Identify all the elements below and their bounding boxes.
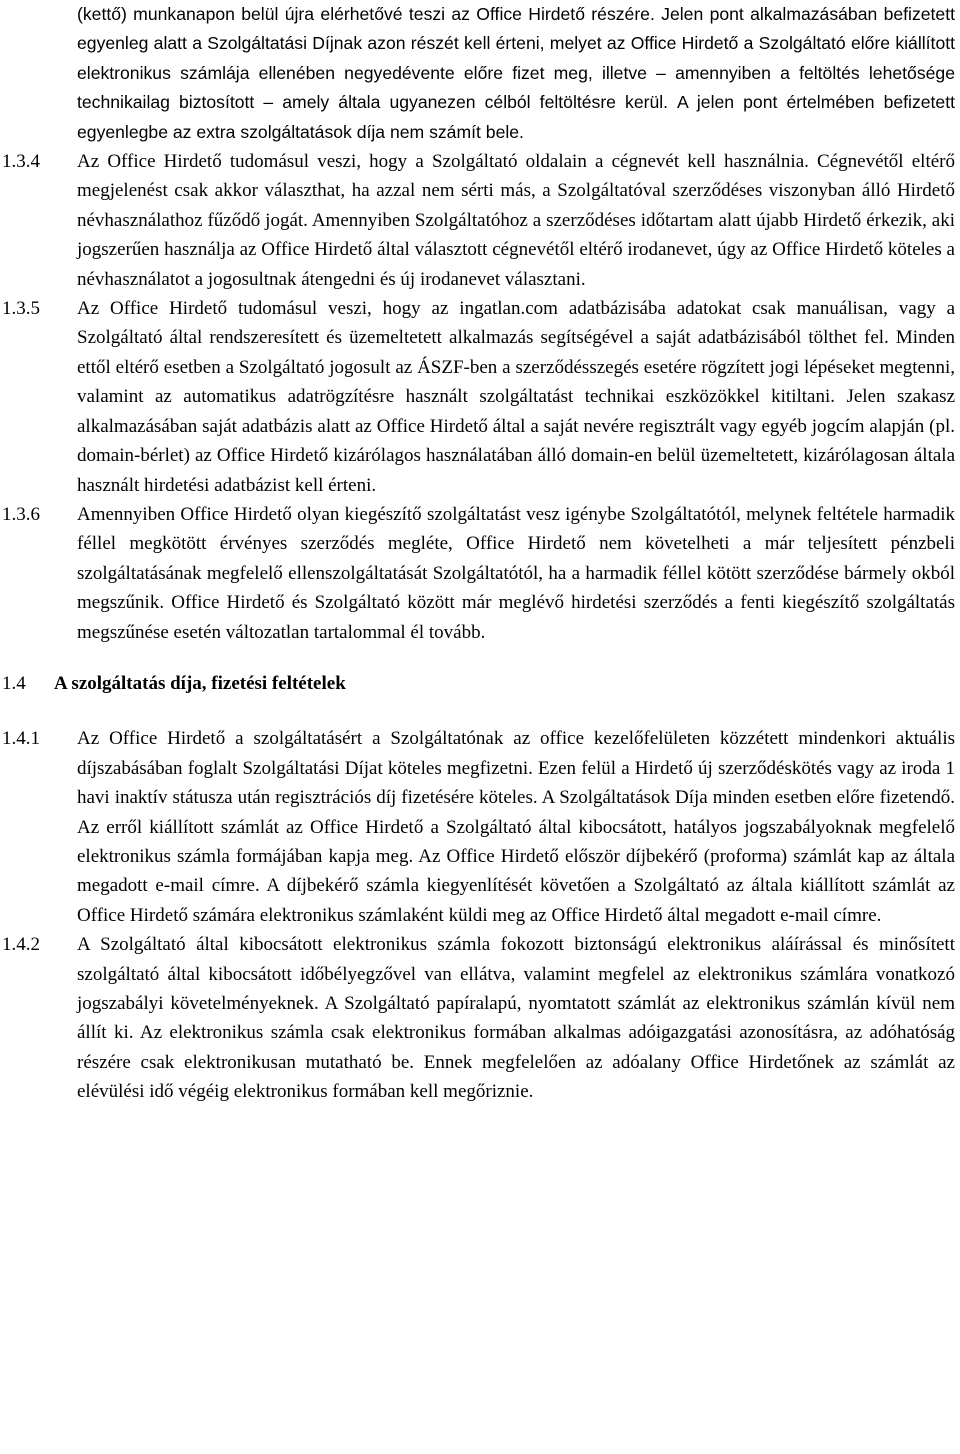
paragraph-number: 1.4.2 (2, 934, 40, 956)
paragraph-text: A díjbekérő számla kiegyenlítését követően a Szolgáltató az általa kiállított számlát az Office Hirdető számára elektronikus számlaként küldi meg az Office Hirdető által megadott e-mail címre. (77, 875, 955, 926)
paragraph-continuation (0, 0, 960, 147)
paragraph-1-3-5 (0, 294, 960, 500)
paragraph-text: A Szolgáltató papíralapú, nyomtatott számlát az elektronikus számlán kívül nem állít ki. (77, 993, 955, 1044)
paragraph-1-3-6 (0, 500, 960, 647)
paragraph-1-4-1 (0, 724, 960, 930)
paragraph-text: A Szolgáltatások Díja minden esetben előre fizetendő. (541, 787, 956, 809)
section-heading-1-4 (0, 669, 960, 698)
paragraph-number: 1.4.1 (2, 728, 40, 750)
paragraph-text: Az Office Hirdető a szolgáltatásért a Szolgáltatónak az office kezelőfelületen közzétett mindenkori aktuális díjszabásában foglalt Szolgáltatási Díjat köteles megfizetni. Ezen felül a Hirdető új szerződéskötés vagy az iroda 1 havi inaktív státusza után regisztrációs díj fizetésére köteles. (77, 728, 955, 809)
heading-number: 1.4 (2, 672, 26, 694)
paragraph-1-4-2 (0, 930, 960, 1106)
paragraph-text: Az elektronikus számla csak elektronikus formában alkalmas adóigazgatási azonosításra, az adóhatóság részére csak elektronikusan mutatható be. Ennek megfelelően az adóalany Office Hirdetőnek az számlát az elévülési idő végéig elektronikus formában kell megőriznie. (77, 1022, 956, 1103)
paragraph-number: 1.3.4 (2, 151, 40, 173)
paragraph-text: Minden ettől eltérő esetben a Szolgáltató jogosult az ÁSZF-ben a szerződésszegés esetére rögzített jogi lépéseket megtenni, valamint az automatikus adatrögzítésre használt szolgáltatást technikai eszközökkel kitiltani. (77, 327, 956, 408)
paragraph-text: Jelen szakasz alkalmazásában saját adatbázis alatt az Office Hirdető által a saját nevére regisztrált vagy egyéb jogcím alapján (pl. domain-bérlet) az Office Hirdető kizárólagos használatában álló domain-en belül üzemeltetett, kizárólagosan általa használt hirdetési adatbázist kell érteni. (77, 386, 956, 496)
paragraph-text: Az Office Hirdető tudomásul veszi, hogy az ingatlan.com adatbázisába adatokat csak manuálisan, vagy a Szolgáltató által rendszeresített és üzemeltetett alkalmazás segítségével a saját adatbázisából tölthet fel. (77, 298, 955, 349)
paragraph-text: A Szolgáltató által kibocsátott elektronikus számla fokozott biztonságú elektronikus aláírással és minősített szolgáltató által kibocsátott időbélyegzővel van ellátva, valamint megfelel az elektronikus számlára vonatkozó jogszabályi követelményeknek. (77, 934, 955, 1014)
paragraph-continuation-tail: A jelen pont értelmében befizetett egyenlegbe az extra szolgáltatások díja nem számít bele. (77, 92, 955, 142)
paragraph-text: Az erről kiállított számlát az Office Hirdető a Szolgáltató által kibocsátott, hatályos jogszabályoknak megfelelő elektronikus számla formájában kapja meg. Az Office Hirdető először díjbekérő (proforma) számlát kap az általa megadott e-mail címre. (77, 816, 955, 897)
spacer (0, 698, 960, 724)
paragraph-number: 1.3.5 (2, 298, 40, 320)
paragraph-text: Office Hirdető és Szolgáltató között már meglévő hirdetési szerződés a fenti kiegészítő szolgáltatás megszűnése esetén változatlan tartalommal él tovább. (77, 592, 956, 643)
spacer (0, 647, 960, 669)
paragraph-text: Az Office Hirdető tudomásul veszi, hogy a Szolgáltató oldalain a cégnevét kell használnia. Cégnevétől eltérő megjelenést csak akkor választhat, ha azzal nem sérti más, a Szolgáltatóval szerződéses viszonyban álló Hirdető névhasználathoz fűződő jogát. (77, 151, 955, 231)
paragraph-text: Amennyiben Szolgáltatóhoz a szerződéses időtartam alatt újabb Hirdető érkezik, aki jogszerűen használja az Office Hirdető által választott cégnevétől eltérő irodanevet, úgy az Office Hirdető köteles a névhasználatot a jogosultnak átengedni és új irodanevet választani. (77, 209, 955, 290)
paragraph-1-3-4 (0, 147, 960, 294)
paragraph-number: 1.3.6 (2, 503, 40, 525)
heading-title: A szolgáltatás díja, fizetési feltételek (54, 672, 346, 694)
paragraph-continuation-text: (kettő) munkanapon belül újra elérhetővé teszi az Office Hirdető részére. Jelen pont alkalmazásában befizetett egyenleg alatt a Szolgáltatási Díjnak azon részét kell érteni, melyet az Office Hirdető a Szolgáltató előre kiállított elektronikus számlája ellenében negyedévente előre fizet meg, illetve – amennyiben a feltöltés lehetősége technikailag biztosított – amely általa ugyanezen célból feltöltésre kerül. (77, 4, 955, 113)
paragraph-text: Amennyiben Office Hirdető olyan kiegészítő szolgáltatást vesz igénybe Szolgáltatótól, melynek feltétele harmadik féllel megkötött érvényes szerződés megléte, Office Hirdető nem követelheti a már teljesített pénzbeli szolgáltatásának megfelelő ellenszolgáltatását Szolgáltatótól, ha a harmadik féllel kötött szerződése bármely okból megszűnik. (77, 503, 955, 614)
